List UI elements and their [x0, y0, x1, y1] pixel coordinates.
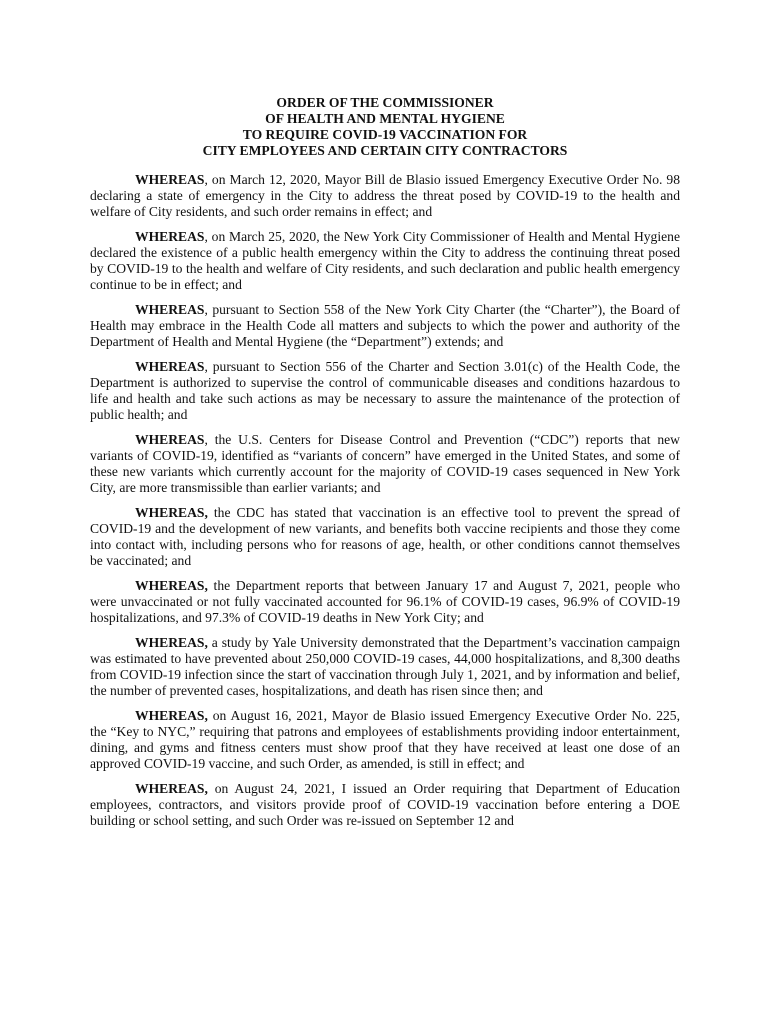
- whereas-paragraph: [90, 578, 680, 626]
- paragraph-text: , on March 12, 2020, Mayor Bill de Blasio issued Emergency Executive Order No. 98 declaring a state of emergency in the City to address the threat posed by COVID-19 to the health and welfare of City residents, and such order remains in effect; and: [90, 172, 680, 219]
- whereas-lead: WHEREAS,: [135, 505, 208, 520]
- whereas-paragraph: [90, 229, 680, 293]
- title-line: CITY EMPLOYEES AND CERTAIN CITY CONTRACTORS: [202, 143, 568, 158]
- paragraph-text: , pursuant to Section 558 of the New York City Charter (the “Charter”), the Board of Health may embrace in the Health Code all matters and subjects to which the power and authority of the Department of Health and Mental Hygiene (the “Department”) extends; and: [90, 302, 680, 349]
- title-line: TO REQUIRE COVID-19 VACCINATION FOR: [242, 127, 528, 142]
- whereas-lead: WHEREAS: [135, 229, 205, 244]
- whereas-lead: WHEREAS: [135, 172, 205, 187]
- whereas-lead: WHEREAS,: [135, 708, 208, 723]
- paragraph-text: , pursuant to Section 556 of the Charter and Section 3.01(c) of the Health Code, the Department is authorized to supervise the control of communicable diseases and conditions hazardous to life and health and take such actions as may be necessary to assure the maintenance of the protection of public health; and: [90, 359, 680, 422]
- title-line: ORDER OF THE COMMISSIONER: [276, 95, 494, 110]
- whereas-lead: WHEREAS,: [135, 635, 208, 650]
- whereas-lead: WHEREAS: [135, 359, 205, 374]
- whereas-paragraph: [90, 708, 680, 772]
- whereas-paragraph: [90, 359, 680, 423]
- whereas-paragraph: [90, 172, 680, 220]
- whereas-paragraph: [90, 505, 680, 569]
- whereas-lead: WHEREAS: [135, 432, 205, 447]
- whereas-paragraph: [90, 302, 680, 350]
- whereas-paragraph: [90, 432, 680, 496]
- whereas-lead: WHEREAS,: [135, 781, 208, 796]
- paragraph-text: on August 24, 2021, I issued an Order requiring that Department of Education employees, contractors, and visitors provide proof of COVID-19 vaccination before entering a DOE building or school setting, and such Order was re-issued on September 12 and: [90, 781, 680, 828]
- document-title: [90, 95, 680, 159]
- paragraph-text: a study by Yale University demonstrated that the Department’s vaccination campaign was estimated to have prevented about 250,000 COVID-19 cases, 44,000 hospitalizations, and 8,300 deaths from COVID-19 infection since the start of vaccination through July 1, 2021, and by information and belief, the number of prevented cases, hospitalizations, and death has risen since then; and: [90, 635, 680, 698]
- whereas-lead: WHEREAS,: [135, 578, 208, 593]
- whereas-lead: WHEREAS: [135, 302, 205, 317]
- whereas-paragraph: [90, 635, 680, 699]
- title-line: OF HEALTH AND MENTAL HYGIENE: [265, 111, 505, 126]
- paragraph-text: , on March 25, 2020, the New York City Commissioner of Health and Mental Hygiene declared the existence of a public health emergency within the City to address the continuing threat posed by COVID-19 to the health and welfare of City residents, and such declaration and public health emergency continue to be in effect; and: [90, 229, 680, 292]
- paragraph-text: , the U.S. Centers for Disease Control and Prevention (“CDC”) reports that new variants of COVID-19, identified as “variants of concern” have emerged in the United States, and some of these new variants which currently account for the majority of COVID-19 cases sequenced in New York City, are more transmissible than earlier variants; and: [90, 432, 680, 495]
- paragraph-text: the CDC has stated that vaccination is an effective tool to prevent the spread of COVID-19 and the development of new variants, and benefits both vaccine recipients and those they come into contact with, including persons who for reasons of age, health, or other conditions cannot themselves be vaccinated; and: [90, 505, 680, 568]
- paragraph-text: on August 16, 2021, Mayor de Blasio issued Emergency Executive Order No. 225, the “Key to NYC,” requiring that patrons and employees of establishments providing indoor entertainment, dining, and gyms and fitness centers must show proof that they have received at least one dose of an approved COVID-19 vaccine, and such Order, as amended, is still in effect; and: [90, 708, 680, 771]
- document-page: [90, 95, 680, 838]
- whereas-paragraph: [90, 781, 680, 829]
- paragraph-text: the Department reports that between January 17 and August 7, 2021, people who were unvaccinated or not fully vaccinated accounted for 96.1% of COVID-19 cases, 96.9% of COVID-19 hospitalizations, and 97.3% of COVID-19 deaths in New York City; and: [90, 578, 680, 625]
